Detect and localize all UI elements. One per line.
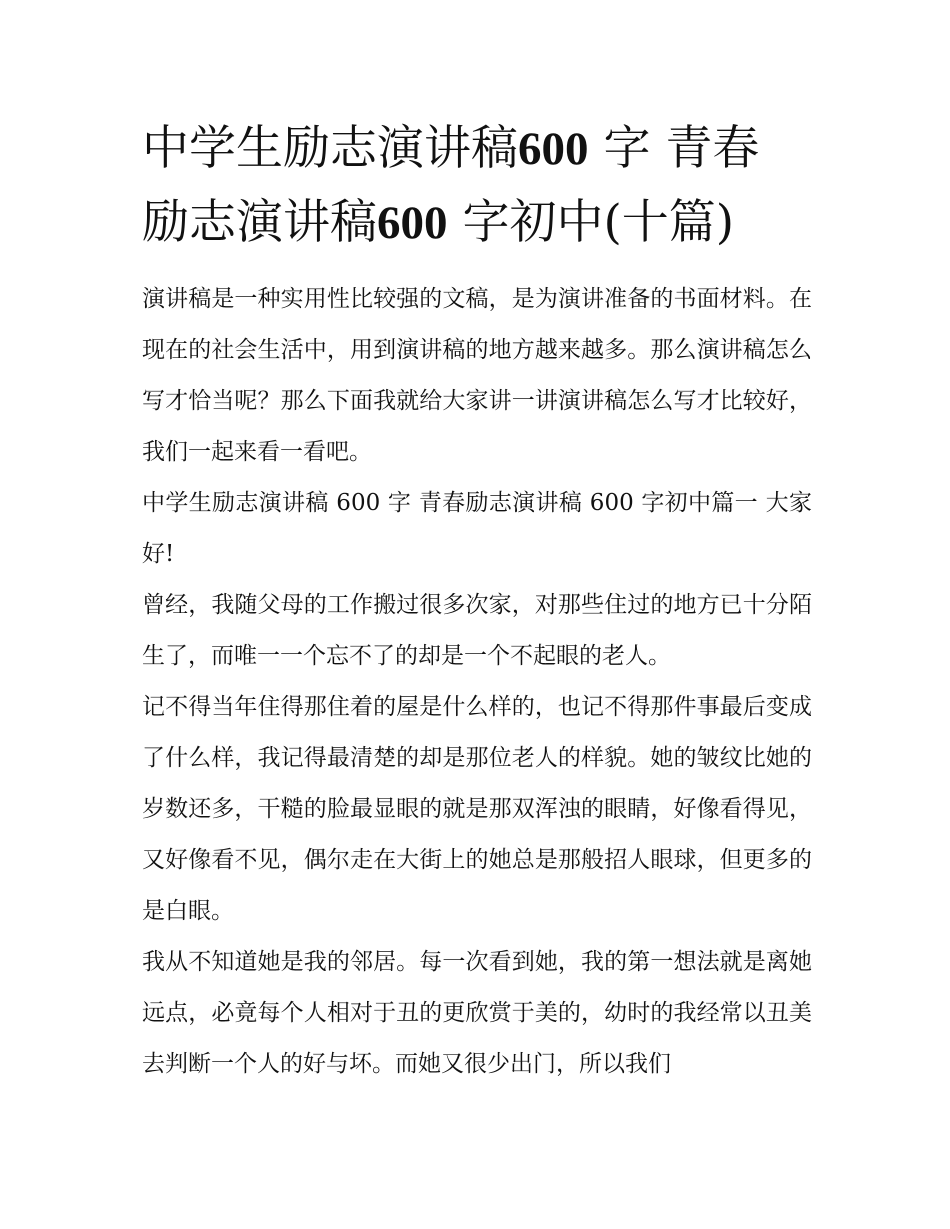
title-text: 中学生励志演讲稿 xyxy=(142,121,518,176)
title-number: 600 xyxy=(377,197,448,249)
document-content xyxy=(142,112,812,1090)
title-line-1 xyxy=(142,121,759,176)
paragraph: 我从不知道她是我的邻居。每一次看到她，我的第一想法就是离她远点，必竟每个人相对于丑的更欣赏于美的，幼时的我经常以丑美去判断一个人的好与坏。而她又很少出门，所以我们 xyxy=(142,949,812,1077)
title-text: 励志演讲稿 xyxy=(142,195,377,250)
title-line-2 xyxy=(142,195,734,250)
title-text: 字 青春 xyxy=(603,121,760,176)
title-text: 字初中(十篇) xyxy=(462,195,735,250)
paragraph-section-heading: 中学生励志演讲稿 600 字 青春励志演讲稿 600 字初中篇一 大家好! xyxy=(142,490,812,567)
document-title xyxy=(142,112,812,260)
paragraph-intro: 演讲稿是一种实用性比较强的文稿，是为演讲准备的书面材料。在现在的社会生活中，用到演讲稿的地方越来越多。那么演讲稿怎么写才恰当呢？那么下面我就给大家讲一讲演讲稿怎么写才比较好，我们一起来看一看吧。 xyxy=(142,286,812,465)
document-body xyxy=(142,274,812,1090)
paragraph: 记不得当年住得那住着的屋是什么样的，也记不得那件事最后变成了什么样，我记得最清楚的却是那位老人的样貌。她的皱纹比她的岁数还多，干糙的脸最显眼的就是那双浑浊的眼睛，好像看得见，又好像看不见，偶尔走在大街上的她总是那般招人眼球，但更多的是白眼。 xyxy=(142,694,812,924)
paragraph: 曾经，我随父母的工作搬过很多次家，对那些住过的地方已十分陌生了，而唯一一个忘不了的却是一个不起眼的老人。 xyxy=(142,592,812,669)
title-number: 600 xyxy=(518,123,589,175)
